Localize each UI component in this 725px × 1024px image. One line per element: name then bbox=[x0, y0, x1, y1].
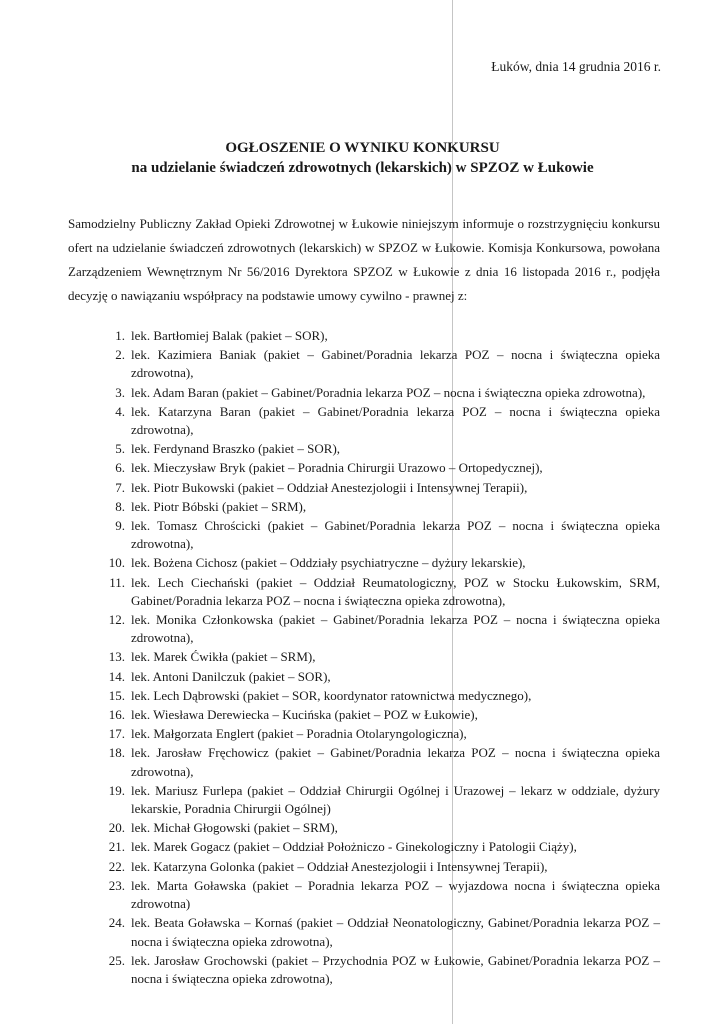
list-item-text: lek. Katarzyna Golonka (pakiet – Oddział Anestezjologii i Intensywnej Terapii), bbox=[131, 858, 548, 874]
list-item-text: lek. Antoni Danilczuk (pakiet – SOR), bbox=[131, 668, 331, 684]
list-item bbox=[68, 706, 660, 724]
list-item-number: 9. bbox=[115, 518, 125, 534]
list-item-number: 5. bbox=[115, 441, 125, 457]
list-item bbox=[68, 517, 660, 553]
list-item bbox=[68, 346, 660, 382]
list-item-text: lek. Michał Głogowski (pakiet – SRM), bbox=[131, 820, 338, 836]
list-item bbox=[68, 498, 660, 516]
list-item-number: 3. bbox=[115, 384, 125, 400]
list-item-number: 22. bbox=[108, 858, 125, 874]
list-item-number: 17. bbox=[108, 726, 125, 742]
list-item bbox=[68, 877, 660, 913]
list-item-number: 10. bbox=[108, 555, 125, 571]
list-item-number: 19. bbox=[108, 782, 125, 798]
list-item-number: 13. bbox=[108, 649, 125, 665]
list-item-text: lek. Piotr Bukowski (pakiet – Oddział Anestezjologii i Intensywnej Terapii), bbox=[131, 479, 528, 495]
list-item-number: 18. bbox=[108, 745, 125, 761]
list-item-text: lek. Mieczysław Bryk (pakiet – Poradnia Chirurgii Urazowo – Ortopedycznej), bbox=[131, 460, 543, 476]
list-item-number: 7. bbox=[115, 479, 125, 495]
list-item-number: 21. bbox=[108, 839, 125, 855]
list-item-text: lek. Bartłomiej Balak (pakiet – SOR), bbox=[131, 328, 328, 343]
list-item-text: lek. Marek Gogacz (pakiet – Oddział Położniczo - Ginekologiczny i Patologii Ciąży), bbox=[131, 839, 577, 855]
list-item-number: 15. bbox=[108, 687, 125, 703]
list-item bbox=[68, 611, 660, 647]
list-item-text: lek. Tomasz Chrościcki (pakiet – Gabinet/Poradnia lekarza POZ – nocna i świąteczna opieka zdrowotna), bbox=[131, 518, 660, 552]
list-item-number: 4. bbox=[115, 403, 125, 419]
list-item bbox=[68, 403, 660, 439]
list-item bbox=[68, 782, 660, 818]
list-item bbox=[68, 459, 660, 477]
list-item bbox=[68, 554, 660, 572]
list-item-number: 14. bbox=[108, 668, 125, 684]
list-item-number: 12. bbox=[108, 612, 125, 628]
list-item-number: 1. bbox=[115, 328, 125, 343]
list-item-text: lek. Wiesława Derewiecka – Kucińska (pakiet – POZ w Łukowie), bbox=[131, 707, 478, 723]
document-title bbox=[0, 138, 725, 178]
list-item bbox=[68, 574, 660, 610]
list-item-number: 20. bbox=[108, 820, 125, 836]
list-item bbox=[68, 838, 660, 856]
list-item bbox=[68, 952, 660, 988]
list-item-text: lek. Mariusz Furlepa (pakiet – Oddział Chirurgii Ogólnej i Urazowej – lekarz w oddziale, dyżury lekarskie, Poradnia Chirurgii Ogólnej) bbox=[131, 782, 660, 817]
intro-paragraph: Samodzielny Publiczny Zakład Opieki Zdrowotnej w Łukowie niniejszym informuje o rozstrzygnięciu konkursu ofert na udzielanie świadczeń zdrowotnych (lekarskich) w SPZOZ w Łukowie. Komisja Konkursowa, powołana Zarządzeniem Wewnętrznym Nr 56/2016 Dyrektora SPZOZ w Łukowie z dnia 16 listopada 2016 r., podjęła decyzję o nawiązaniu współpracy na podstawie umowy cywilno - prawnej z: bbox=[68, 216, 660, 303]
list-item bbox=[68, 744, 660, 780]
list-item-text: lek. Katarzyna Baran (pakiet – Gabinet/Poradnia lekarza POZ – nocna i świąteczna opieka zdrowotna), bbox=[131, 403, 660, 438]
list-item-text: lek. Lech Dąbrowski (pakiet – SOR, koordynator ratownictwa medycznego), bbox=[131, 687, 532, 703]
list-item-text: lek. Piotr Bóbski (pakiet – SRM), bbox=[131, 498, 307, 514]
document-date: Łuków, dnia 14 grudnia 2016 r. bbox=[491, 59, 661, 74]
list-item-number: 6. bbox=[115, 460, 125, 476]
list-item-text: lek. Adam Baran (pakiet – Gabinet/Poradnia lekarza POZ – nocna i świąteczna opieka zdrowotna), bbox=[131, 384, 646, 400]
list-item-text: lek. Kazimiera Baniak (pakiet – Gabinet/Poradnia lekarza POZ – nocna i świąteczna opieka zdrowotna), bbox=[131, 347, 660, 381]
list-item-number: 25. bbox=[108, 952, 125, 968]
list-item-text: lek. Marek Ćwikła (pakiet – SRM), bbox=[131, 649, 316, 665]
title-line-1: OGŁOSZENIE O WYNIKU KONKURSU bbox=[225, 140, 500, 156]
list-item-text: lek. Jarosław Fręchowicz (pakiet – Gabinet/Poradnia lekarza POZ – nocna i świąteczna opieka zdrowotna), bbox=[131, 745, 660, 779]
list-item bbox=[68, 819, 660, 837]
list-item bbox=[68, 648, 660, 666]
list-item bbox=[68, 914, 660, 950]
list-item-text: lek. Małgorzata Englert (pakiet – Poradnia Otolaryngologiczna), bbox=[131, 726, 467, 742]
list-item-number: 2. bbox=[115, 347, 125, 363]
list-item bbox=[68, 440, 660, 458]
list-item-text: lek. Monika Członkowska (pakiet – Gabinet/Poradnia lekarza POZ – nocna i świąteczna opieka zdrowotna), bbox=[131, 612, 660, 646]
title-line-2: na udzielanie świadczeń zdrowotnych (lekarskich) w SPZOZ w Łukowie bbox=[131, 160, 594, 176]
list-item-text: lek. Lech Ciechański (pakiet – Oddział Reumatologiczny, POZ w Stocku Łukowskim, SRM, Gabinet/Poradnia lekarza POZ – nocna i świąteczna opieka zdrowotna), bbox=[131, 574, 660, 608]
list-item-number: 11. bbox=[109, 574, 125, 590]
contractor-list bbox=[68, 327, 660, 989]
list-item-text: lek. Marta Goławska (pakiet – Poradnia lekarza POZ – wyjazdowa nocna i świąteczna opieka zdrowotna) bbox=[131, 877, 660, 912]
list-item-text: lek. Beata Goławska – Kornaś (pakiet – Oddział Neonatologiczny, Gabinet/Poradnia lekarza POZ – nocna i świąteczna opieka zdrowotna), bbox=[131, 915, 660, 949]
list-item bbox=[68, 725, 660, 743]
list-item-text: lek. Bożena Cichosz (pakiet – Oddziały psychiatryczne – dyżury lekarskie), bbox=[131, 555, 526, 571]
list-item bbox=[68, 384, 660, 402]
list-item bbox=[68, 327, 660, 345]
list-item bbox=[68, 479, 660, 497]
list-item bbox=[68, 687, 660, 705]
list-item bbox=[68, 858, 660, 876]
list-item-number: 23. bbox=[108, 877, 125, 893]
list-item-text: lek. Jarosław Grochowski (pakiet – Przychodnia POZ w Łukowie, Gabinet/Poradnia lekarza POZ – nocna i świąteczna opieka zdrowotna), bbox=[131, 952, 660, 986]
list-item bbox=[68, 668, 660, 686]
list-item-number: 8. bbox=[115, 498, 125, 514]
list-item-text: lek. Ferdynand Braszko (pakiet – SOR), bbox=[131, 441, 341, 457]
list-item-number: 16. bbox=[108, 707, 125, 723]
list-item-number: 24. bbox=[108, 915, 125, 931]
